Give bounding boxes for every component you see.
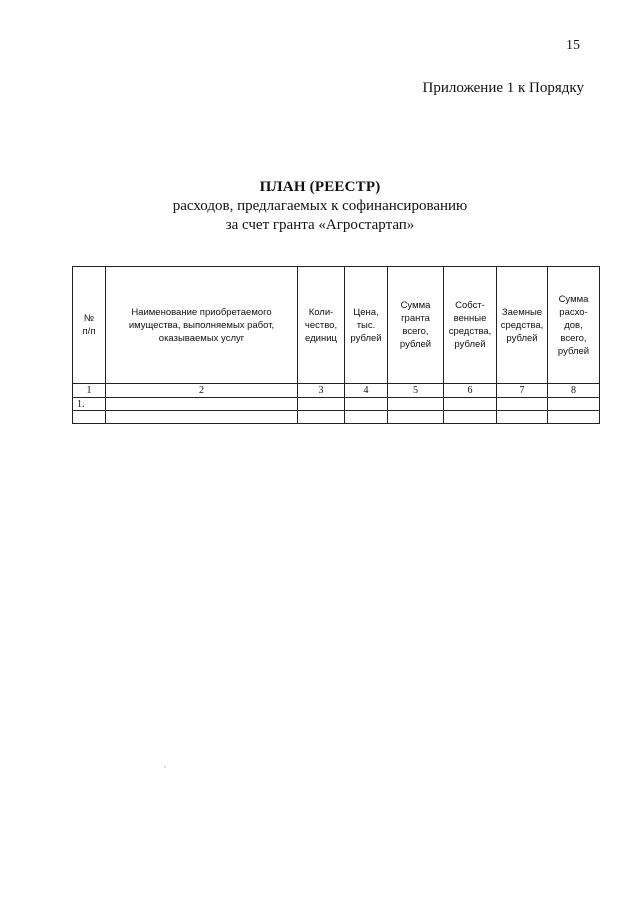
table-cell — [73, 411, 106, 424]
table-row — [73, 411, 600, 424]
table-cell — [106, 411, 298, 424]
header-cell-grant-sum: Сумма гранта всего, рублей — [388, 267, 444, 384]
table-cell — [444, 398, 497, 411]
header-cell-borrowed-funds: Заемные средства, рублей — [497, 267, 548, 384]
column-number-cell: 7 — [497, 384, 548, 398]
document-subtitle-line-1: расходов, предлагаемых к софинансированию — [172, 198, 468, 214]
header-cell-number: № п/п — [73, 267, 106, 384]
header-cell-item-name: Наименование приобретаемого имущества, выполняемых работ, оказываемых услуг — [106, 267, 298, 384]
column-number-cell: 2 — [106, 384, 298, 398]
header-cell-price: Цена, тыс. рублей — [345, 267, 388, 384]
document-title: ПЛАН (РЕЕСТР) — [259, 179, 381, 195]
column-number-cell: 6 — [444, 384, 497, 398]
page-number: 15 — [566, 38, 580, 53]
table-cell — [444, 411, 497, 424]
table-cell — [548, 411, 600, 424]
scan-speck — [164, 766, 166, 768]
table-cell — [106, 398, 298, 411]
title-block — [0, 178, 640, 235]
expense-plan-table — [72, 266, 600, 424]
table-cell — [497, 411, 548, 424]
document-subtitle-line-2: за счет гранта «Агростартап» — [225, 217, 415, 233]
table-cell — [298, 411, 345, 424]
table-cell — [548, 398, 600, 411]
table-header-row — [73, 267, 600, 384]
table-cell — [388, 411, 444, 424]
column-number-cell: 3 — [298, 384, 345, 398]
table-cell — [298, 398, 345, 411]
header-cell-own-funds: Собст- венные средства, рублей — [444, 267, 497, 384]
column-number-row — [73, 384, 600, 398]
column-number-cell: 4 — [345, 384, 388, 398]
header-cell-quantity: Коли- чество, единиц — [298, 267, 345, 384]
table-cell: 1. — [73, 398, 106, 411]
table-row — [73, 398, 600, 411]
header-cell-total-expenses: Сумма расхо- дов, всего, рублей — [548, 267, 600, 384]
table-cell — [345, 398, 388, 411]
table-cell — [497, 398, 548, 411]
table-cell — [345, 411, 388, 424]
column-number-cell: 1 — [73, 384, 106, 398]
appendix-label: Приложение 1 к Порядку — [422, 80, 584, 96]
column-number-cell: 8 — [548, 384, 600, 398]
table-cell — [388, 398, 444, 411]
column-number-cell: 5 — [388, 384, 444, 398]
